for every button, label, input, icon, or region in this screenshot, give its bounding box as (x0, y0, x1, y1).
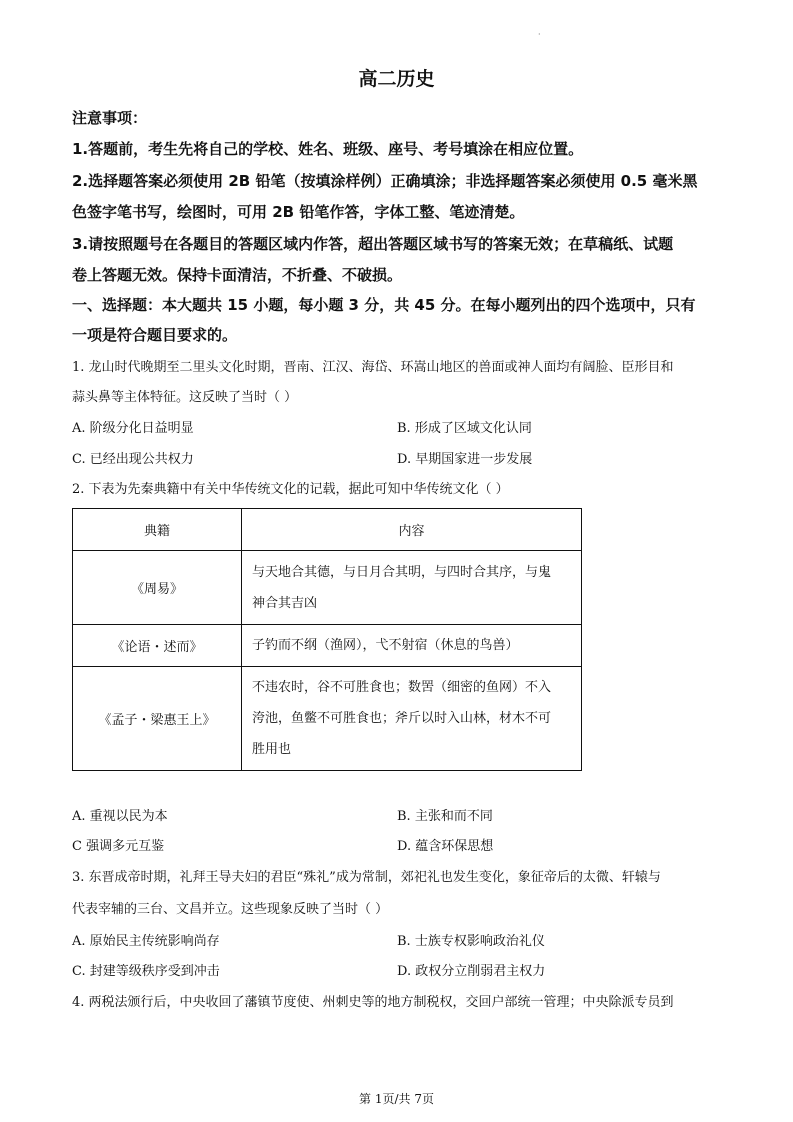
notice-line-3b: 卷上答题无效。保持卡面清洁，不折叠、不破损。 (72, 266, 403, 284)
q2-option-c: C 强调多元互鉴 (72, 839, 165, 854)
notice-line-3a: 3.请按照题号在各题目的答题区域内作答，超出答题区域书写的答案无效；在草稿纸、试题 (72, 235, 674, 253)
q3-stem-line-1: 3. 东晋成帝时期，礼拜王导夫妇的君臣“殊礼”成为常制，郊祀礼也发生变化，象征帝后的太微、轩辕与 (72, 870, 661, 885)
q1-option-d: D. 早期国家进一步发展 (397, 452, 533, 467)
table-row (73, 667, 582, 771)
q2-option-b: B. 主张和而不同 (397, 809, 493, 824)
table-cell-content (242, 625, 582, 667)
notice-line-2a: 2.选择题答案必须使用 2B 铅笔（按填涂样例）正确填涂；非选择题答案必须使用 0.5 毫米黑 (72, 172, 698, 190)
q3-option-b: B. 士族专权影响政治礼仪 (397, 934, 545, 949)
content-line: 与天地合其德，与日月合其明，与四时合其序，与鬼 (252, 564, 552, 580)
notice-line-2b: 色签字笔书写，绘图时，可用 2B 铅笔作答，字体工整、笔迹清楚。 (72, 203, 525, 221)
q2-option-d: D. 蕴含环保思想 (397, 839, 494, 854)
q3-option-c: C. 封建等级秩序受到冲击 (72, 964, 220, 979)
table-cell-book: 《论语・述而》 (73, 625, 242, 667)
content-line: 胜用也 (252, 742, 292, 757)
section-heading-1: 一、选择题：本大题共 15 小题，每小题 3 分，共 45 分。在每小题列出的四个选项中，只有 (72, 296, 696, 314)
table-cell-content (242, 551, 582, 625)
table-cell-content (242, 667, 582, 771)
table-header-book: 典籍 (73, 509, 242, 551)
page-title: 高二历史 (358, 68, 435, 90)
table-cell-book: 《孟子・梁惠王上》 (73, 667, 242, 771)
table-header-content: 内容 (242, 509, 582, 551)
table-cell-book: 《周易》 (73, 551, 242, 625)
q1-stem-line-1: 1. 龙山时代晚期至二里头文化时期，晋南、江汉、海岱、环嵩山地区的兽面或神人面均有阔脸、臣形目和 (72, 360, 674, 375)
q3-stem-line-2: 代表宰辅的三台、文昌并立。这些现象反映了当时（ ） (72, 902, 389, 917)
content-line: 洿池，鱼鳖不可胜食也；斧斤以时入山林，材木不可 (252, 711, 552, 726)
scan-mark: · (538, 30, 541, 39)
content-line: 神合其吉凶 (252, 595, 318, 611)
table-row (73, 625, 582, 667)
q2-source-table (72, 508, 582, 771)
section-heading-2: 一项是符合题目要求的。 (72, 326, 238, 344)
page-number: 第 1页/共 7页 (359, 1092, 434, 1106)
q3-option-a: A. 原始民主传统影响尚存 (72, 934, 220, 949)
notice-line-1: 1.答题前，考生先将自己的学校、姓名、班级、座号、考号填涂在相应位置。 (72, 140, 584, 158)
content-line: 不违农时，谷不可胜食也；数罟（细密的鱼网）不入 (252, 680, 552, 695)
table-header-row (73, 509, 582, 551)
notice-heading: 注意事项： (72, 109, 148, 127)
content-line: 子钓而不纲（渔网），弋不射宿（休息的鸟兽） (252, 638, 519, 653)
q2-option-a: A. 重视以民为本 (72, 809, 168, 824)
q1-option-c: C. 已经出现公共权力 (72, 452, 194, 467)
q1-option-b: B. 形成了区域文化认同 (397, 421, 532, 436)
table-row (73, 551, 582, 625)
q4-stem-line-1: 4. 两税法颁行后，中央收回了藩镇节度使、州刺史等的地方制税权，交回户部统一管理；中央除派专员到 (72, 995, 674, 1010)
q2-stem: 2. 下表为先秦典籍中有关中华传统文化的记载，据此可知中华传统文化（ ） (72, 482, 509, 497)
q1-option-a: A. 阶级分化日益明显 (72, 421, 194, 436)
q3-option-d: D. 政权分立削弱君主权力 (397, 964, 546, 979)
q1-stem-line-2: 蒜头鼻等主体特征。这反映了当时（ ） (72, 390, 298, 405)
